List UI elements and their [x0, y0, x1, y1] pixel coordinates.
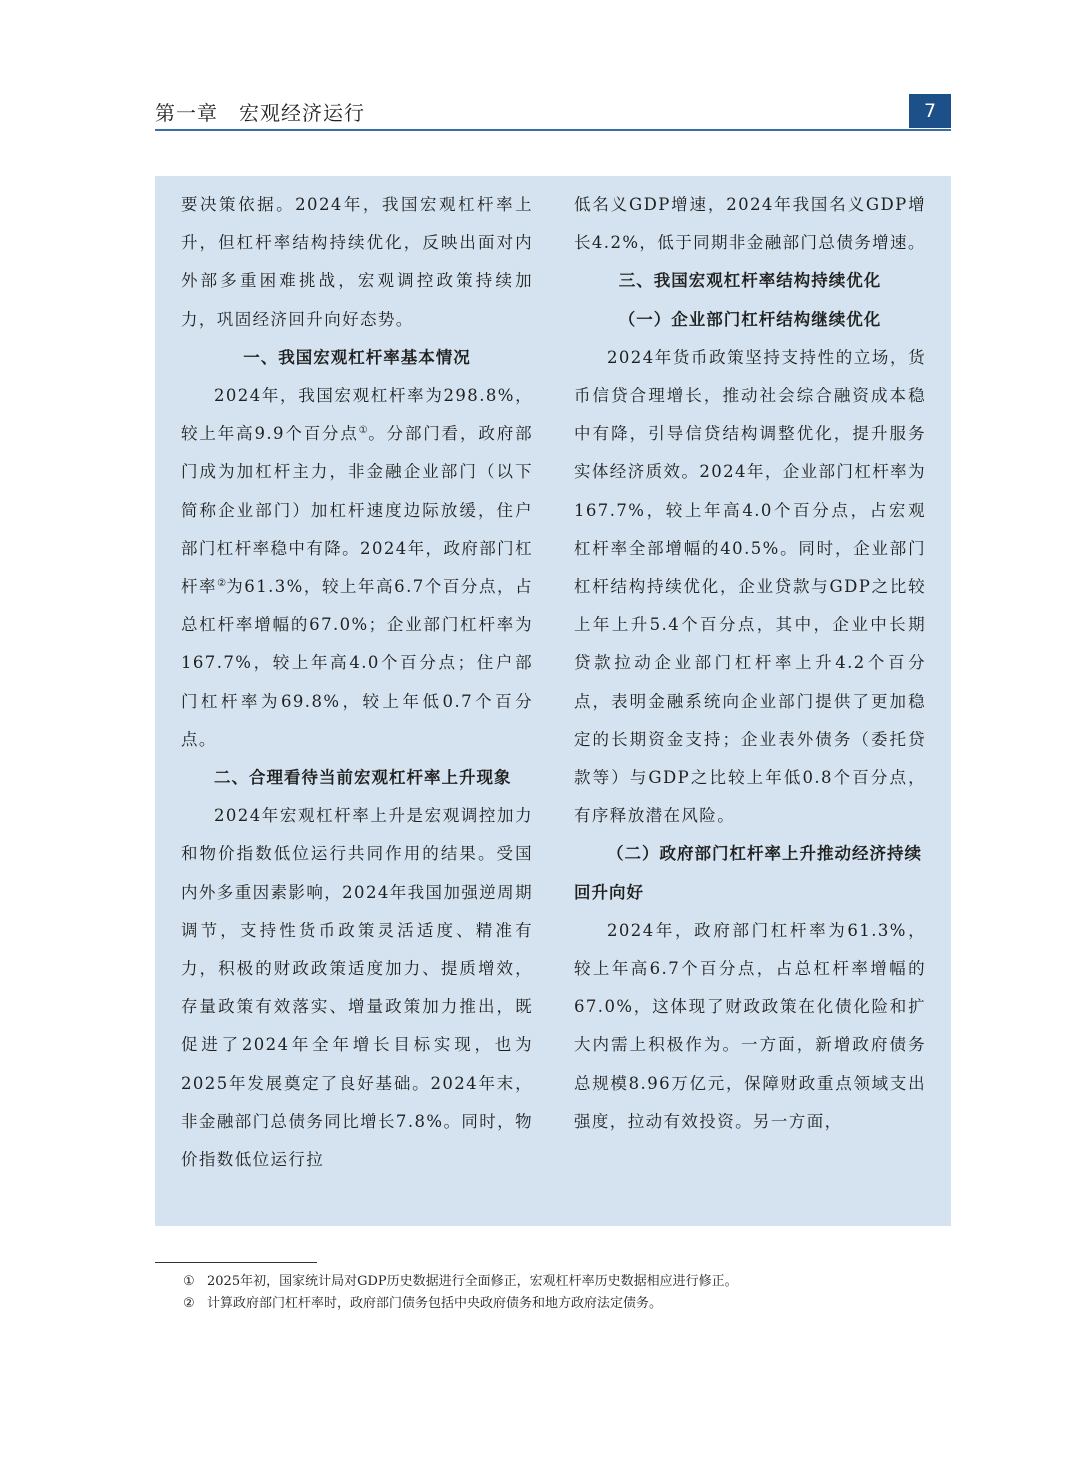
- section-heading-1: 一、我国宏观杠杆率基本情况: [243, 347, 471, 367]
- subsection-heading-3-1: （一）企业部门杠杆结构继续优化: [618, 309, 882, 329]
- footnote-1-text: 2025年初，国家统计局对GDP历史数据进行全面修正，宏观杠杆率历史数据相应进行修正。: [207, 1274, 738, 1289]
- left-column: [181, 186, 533, 1179]
- right-column: [574, 186, 926, 1141]
- section-1-text-a: 2024年，我国宏观杠杆率为298.8%，较上年高9.9个百分点: [181, 386, 533, 444]
- footnote-ref-1[interactable]: ①: [358, 425, 369, 437]
- continued-paragraph: 低名义GDP增速，2024年我国名义GDP增长4.2%，低于同期非金融部门总债务增速。: [574, 195, 926, 253]
- section-heading-2: 二、合理看待当前宏观杠杆率上升现象: [214, 768, 512, 788]
- header-divider: [155, 129, 951, 131]
- page-number-badge: 7: [909, 94, 951, 128]
- footnote-1-mark: ①: [183, 1274, 195, 1289]
- footnote-2: [183, 1293, 943, 1315]
- footnote-divider: [155, 1262, 317, 1263]
- section-heading-3: 三、我国宏观杠杆率结构持续优化: [618, 271, 882, 291]
- section-1-text-b: 。分部门看，政府部门成为加杠杆主力，非金融企业部门（以下简称企业部门）加杠杆速度边际放缓，住户部门杠杆率稳中有降。2024年，政府部门杠杆率: [181, 424, 533, 597]
- footnote-2-text: 计算政府部门杠杆率时，政府部门债务包括中央政府债务和地方政府法定债务。: [207, 1296, 663, 1311]
- section-1-text-c: 为61.3%，较上年高6.7个百分点，占总杠杆率增幅的67.0%；企业部门杠杆率为167.7%，较上年高4.0个百分点；住户部门杠杆率为69.8%，较上年低0.7个百分点。: [181, 577, 533, 749]
- chapter-title: 第一章 宏观经济运行: [155, 101, 365, 125]
- footnote-1: [183, 1271, 943, 1293]
- intro-paragraph: 要决策依据。2024年，我国宏观杠杆率上升，但杠杆率结构持续优化，反映出面对内外部多重困难挑战，宏观调控政策持续加力，巩固经济回升向好态势。: [181, 195, 533, 329]
- subsection-3-2-paragraph: 2024年，政府部门杠杆率为61.3%，较上年高6.7个百分点，占总杠杆率增幅的67.0%，这体现了财政政策在化债化险和扩大内需上积极作为。一方面，新增政府债务总规模8.96万亿元，保障财政重点领域支出强度，拉动有效投资。另一方面，: [574, 920, 926, 1131]
- footnotes: [183, 1271, 943, 1315]
- section-1-paragraph: [181, 377, 533, 759]
- subsection-heading-3-2: （二）政府部门杠杆率上升推动经济持续回升向好: [574, 844, 922, 902]
- footnote-ref-2[interactable]: ②: [217, 578, 227, 590]
- section-2-paragraph: 2024年宏观杠杆率上升是宏观调控加力和物价指数低位运行共同作用的结果。受国内外多重因素影响，2024年我国加强逆周期调节，支持性货币政策灵活适度、精准有力，积极的财政政策适度加力、提质增效，存量政策有效落实、增量政策加力推出，既促进了2024年全年增长目标实现，也为2025年发展奠定了良好基础。2024年末，非金融部门总债务同比增长7.8%。同时，物价指数低位运行拉: [181, 806, 533, 1170]
- page-header: [155, 94, 951, 130]
- subsection-3-1-paragraph: 2024年货币政策坚持支持性的立场，货币信贷合理增长，推动社会综合融资成本稳中有降，引导信贷结构调整优化，提升服务实体经济质效。2024年，企业部门杠杆率为167.7%，较上年高4.0个百分点，占宏观杠杆率全部增幅的40.5%。同时，企业部门杠杆结构持续优化，企业贷款与GDP之比较上年上升5.4个百分点，其中，企业中长期贷款拉动企业部门杠杆率上升4.2个百分点，表明金融系统向企业部门提供了更加稳定的长期资金支持；企业表外债务（委托贷款等）与GDP之比较上年低0.8个百分点，有序释放潜在风险。: [574, 347, 926, 826]
- footnote-2-mark: ②: [183, 1296, 195, 1311]
